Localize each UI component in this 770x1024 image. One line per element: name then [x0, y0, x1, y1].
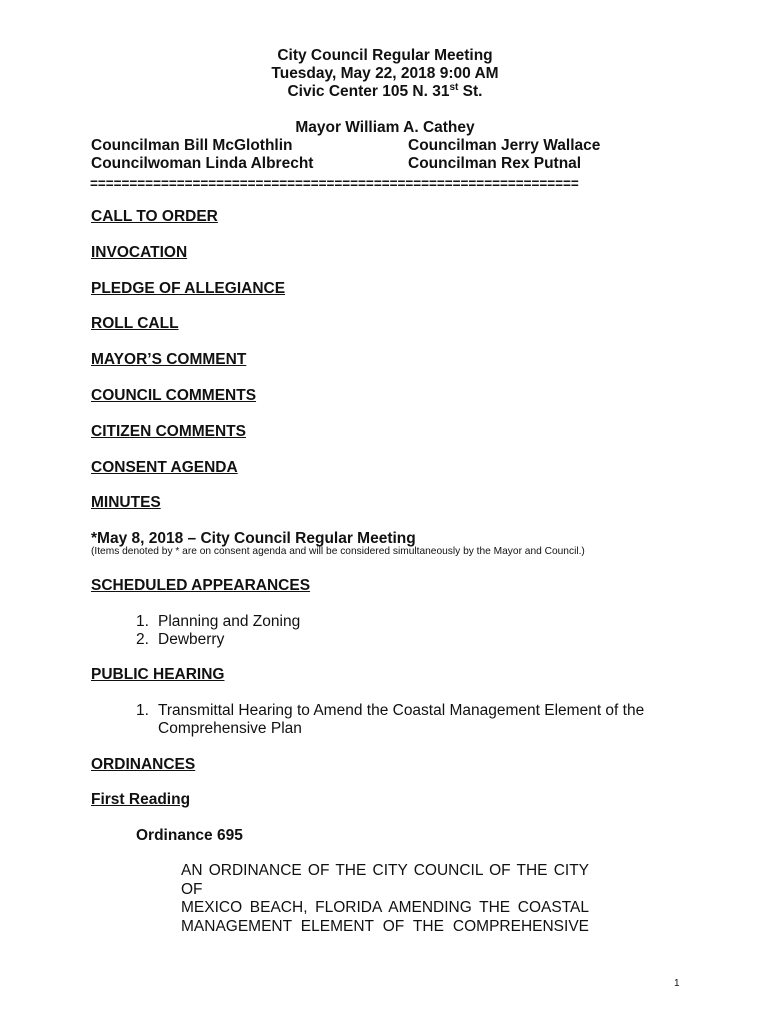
council-member: Councilwoman Linda Albrecht: [91, 155, 314, 172]
section-citizen-comments: CITIZEN COMMENTS: [91, 423, 246, 440]
mayor-name: Mayor William A. Cathey: [295, 119, 475, 136]
separator-rule: ==============================================================: [90, 176, 579, 191]
meeting-date: Tuesday, May 22, 2018 9:00 AM: [271, 65, 499, 82]
council-member: Councilman Bill McGlothlin: [91, 137, 293, 154]
council-member: Councilman Rex Putnal: [408, 155, 582, 172]
list-item: 1. Transmittal Hearing to Amend the Coastal Management Element of the: [136, 702, 645, 719]
section-invocation: INVOCATION: [91, 244, 188, 261]
list-item-continuation: Comprehensive Plan: [158, 720, 302, 737]
minutes-item: *May 8, 2018 – City Council Regular Meeting: [91, 530, 416, 547]
list-item: 1. Planning and Zoning: [136, 613, 301, 630]
section-ordinances: ORDINANCES: [91, 756, 196, 773]
section-roll-call: ROLL CALL: [91, 315, 179, 332]
section-mayors-comment: MAYOR’S COMMENT: [91, 351, 247, 368]
consent-note: (Items denoted by * are on consent agenda and will be considered simultaneously by the Mayor and Council.): [91, 546, 585, 557]
section-minutes: MINUTES: [91, 494, 161, 511]
council-member: Councilman Jerry Wallace: [408, 137, 601, 154]
section-council-comments: COUNCIL COMMENTS: [91, 387, 257, 404]
section-public-hearing: PUBLIC HEARING: [91, 666, 225, 683]
meeting-location: Civic Center 105 N. 31st St.: [287, 81, 483, 100]
meeting-title: City Council Regular Meeting: [277, 47, 493, 64]
list-item: 2. Dewberry: [136, 631, 225, 648]
ordinance-title: Ordinance 695: [136, 827, 243, 844]
section-scheduled-appearances: SCHEDULED APPEARANCES: [91, 577, 311, 594]
section-call-to-order: CALL TO ORDER: [91, 208, 218, 225]
page-number: 1: [674, 978, 680, 989]
ordinance-text: AN ORDINANCE OF THE CITY COUNCIL OF THE CITY OF MEXICO BEACH, FLORIDA AMENDING THE COASTAL MANAGEMENT ELEMENT OF THE COMPREHENSIVE: [181, 862, 589, 935]
subsection-first-reading: First Reading: [91, 791, 191, 808]
section-pledge: PLEDGE OF ALLEGIANCE: [91, 280, 286, 297]
section-consent-agenda: CONSENT AGENDA: [91, 459, 238, 476]
